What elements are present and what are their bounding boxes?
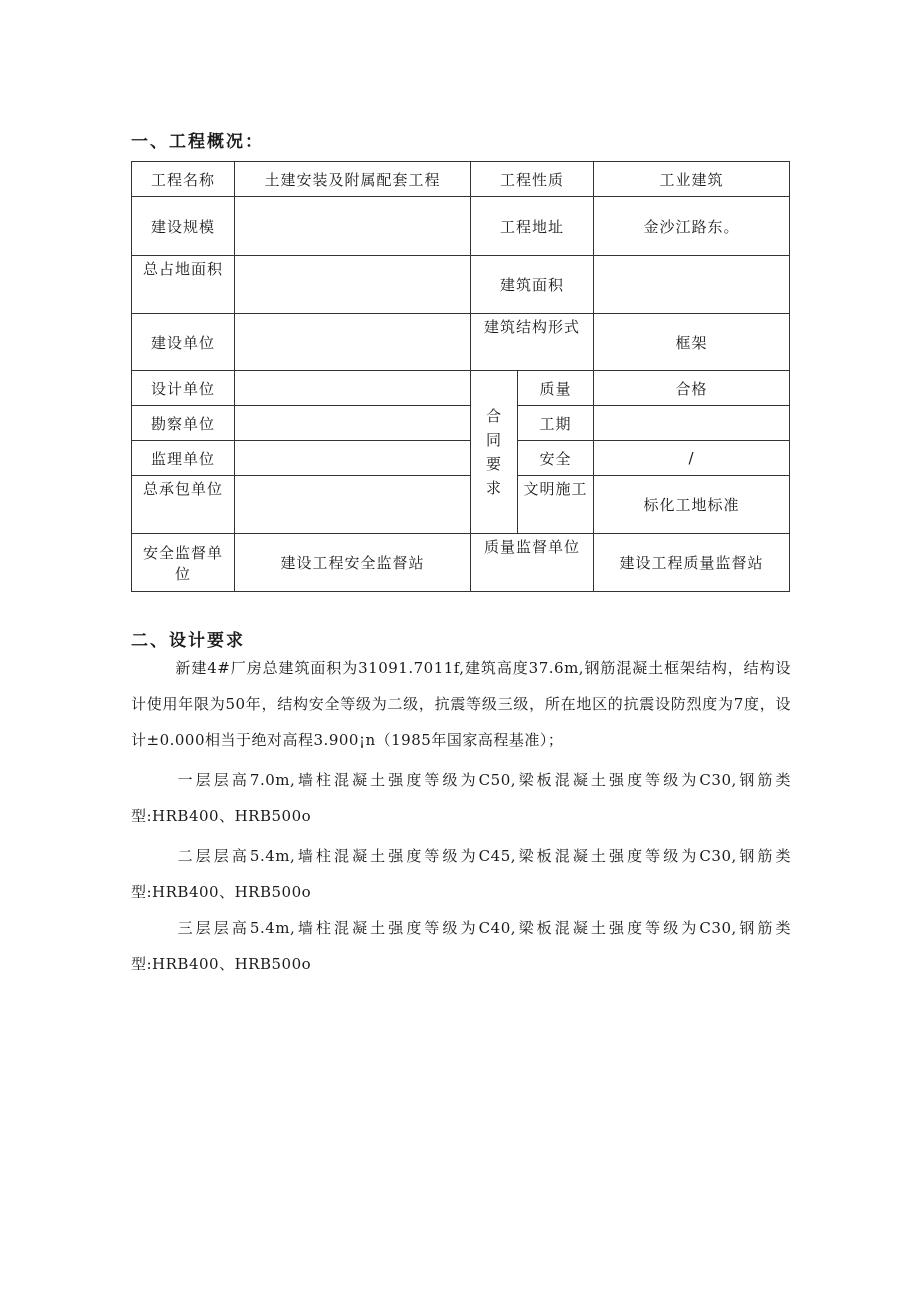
contract-char: 求 [485,479,502,497]
address-value: 金沙江路东。 [594,197,790,256]
design-paragraph [131,838,791,910]
table-row [132,162,790,197]
contractor-label: 总承包单位 [132,476,235,534]
structure-value: 框架 [594,314,790,371]
surveyor-label: 勘察单位 [132,406,235,441]
paragraph-text: 二层层高5.4m,墙柱混凝土强度等级为C45,梁板混凝土强度等级为C30,钢筋类型:HRB400、HRB500o [131,847,791,901]
land-area-value [235,256,471,314]
project-name-label: 工程名称 [132,162,235,197]
design-paragraph [131,910,791,982]
project-name-value: 土建安装及附属配套工程 [235,162,471,197]
designer-label: 设计单位 [132,371,235,406]
contract-char: 要 [485,455,502,473]
safety-supervision-value: 建设工程安全监督站 [235,534,471,592]
project-overview-table [131,161,790,592]
safety-supervision-label: 安全监督单位 [132,534,235,592]
scale-label: 建设规模 [132,197,235,256]
table-row [132,441,790,476]
section-2-heading: 二、设计要求 [131,631,245,651]
table-row [132,476,790,534]
nature-value: 工业建筑 [594,162,790,197]
builder-value [235,314,471,371]
duration-value [594,406,790,441]
civilized-value: 标化工地标准 [594,476,790,534]
table-row [132,256,790,314]
table-row [132,406,790,441]
safety-value: / [594,441,790,476]
quality-value: 合格 [594,371,790,406]
supervisor-value [235,441,471,476]
quality-label: 质量 [518,371,594,406]
design-paragraph [131,762,791,834]
civilized-label: 文明施工 [518,476,594,534]
building-area-label: 建筑面积 [471,256,594,314]
structure-label: 建筑结构形式 [471,314,594,371]
nature-label: 工程性质 [471,162,594,197]
paragraph-text: 一层层高7.0m,墙柱混凝土强度等级为C50,梁板混凝土强度等级为C30,钢筋类型:HRB400、HRB500o [131,771,791,825]
supervisor-label: 监理单位 [132,441,235,476]
table-row [132,197,790,256]
table-row [132,314,790,371]
building-area-value [594,256,790,314]
table-row [132,534,790,592]
section-1-heading: 一、工程概况： [131,132,264,152]
quality-supervision-value: 建设工程质量监督站 [594,534,790,592]
contract-char: 合 [485,407,502,425]
duration-label: 工期 [518,406,594,441]
designer-value [235,371,471,406]
contractor-value [235,476,471,534]
contract-char: 同 [485,431,502,449]
design-paragraph [131,650,791,758]
scale-value [235,197,471,256]
builder-label: 建设单位 [132,314,235,371]
safety-label: 安全 [518,441,594,476]
land-area-label: 总占地面积 [132,256,235,314]
paragraph-text: 新建4#厂房总建筑面积为31091.7011f,建筑高度37.6m,钢筋混凝土框架结构，结构设计使用年限为50年，结构安全等级为二级，抗震等级三级，所在地区的抗震设防烈度为7度，设计±0.000相当于绝对高程3.900¡n（1985年国家高程基准）； [131,659,791,749]
table-row [132,371,790,406]
paragraph-text: 三层层高5.4m,墙柱混凝土强度等级为C40,梁板混凝土强度等级为C30,钢筋类型:HRB400、HRB500o [131,919,791,973]
address-label: 工程地址 [471,197,594,256]
surveyor-value [235,406,471,441]
contract-requirements-label [471,371,518,534]
quality-supervision-label: 质量监督单位 [471,534,594,592]
